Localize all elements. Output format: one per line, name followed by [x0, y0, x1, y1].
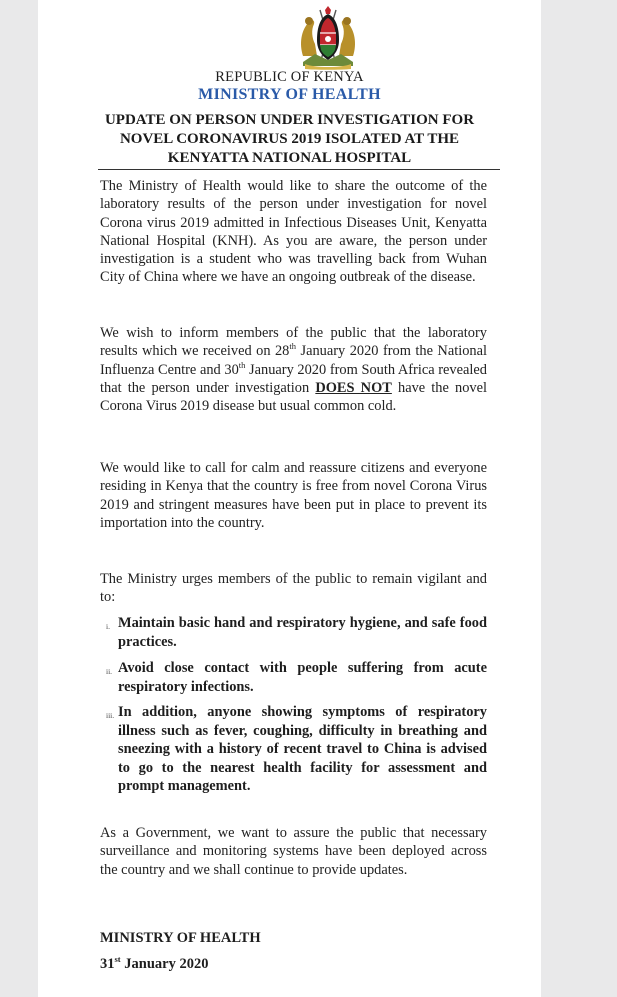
paragraph-outcome: The Ministry of Health would like to share the outcome of the laboratory results of the person under investigation for novel Corona virus 2019 admitted in Infectious Diseases Unit, Kenyatta National Hospital (KNH). As you are aware, the person under investigation is a student who was travelling back from Wuhan City of China where we have an ongoing outbreak of the disease. [100, 178, 487, 286]
list-item-text: In addition, anyone showing symptoms of respiratory illness such as fever, coughing, difficulty in breathing and sneezing with a history of recent travel to China is advised to go to the nearest health facility for assessment and prompt management. [118, 704, 487, 795]
paragraph-vigilance: The Ministry urges members of the public to remain vigilant and to: [100, 571, 487, 606]
paragraph-results-text-3: January 2020 from South Africa revealed that the person under investigation [100, 361, 487, 396]
kenya-coat-of-arms-icon [297, 4, 359, 70]
does-not-emphasis: DOES NOT [315, 379, 392, 396]
paragraph-reassurance: We would like to call for calm and reassure citizens and everyone residing in Kenya that the country is free from novel Corona Virus 2019 and stringent measures have been put in place to prevent its importation into the country. [100, 460, 487, 531]
paragraph-results-text-4: have the novel Corona Virus 2019 disease but usual common cold. [100, 379, 487, 415]
paragraph-results-text-1: We wish to inform members of the public that the laboratory results which we received on 28 [100, 325, 487, 360]
signature-date-suffix: st [114, 954, 121, 965]
signature-date-day: 31 [100, 956, 115, 972]
paragraph-results-text-2: January 2020 from the National Influenza Centre and 30 [100, 343, 487, 378]
document-title: UPDATE ON PERSON UNDER INVESTIGATION FOR NOVEL CORONAVIRUS 2019 ISOLATED AT THE KENYATTA NATIONAL HOSPITAL [104, 112, 475, 166]
title-divider [98, 169, 500, 170]
republic-heading: REPUBLIC OF KENYA [215, 69, 364, 85]
list-item [106, 659, 487, 696]
date-suffix-2: th [238, 359, 246, 370]
date-suffix-1: th [289, 341, 296, 352]
ministry-heading: MINISTRY OF HEALTH [198, 86, 381, 103]
document-page [38, 0, 541, 997]
list-item-number: i. [106, 622, 110, 631]
list-item [106, 703, 487, 796]
list-item-number: iii. [106, 711, 115, 720]
list-item-text: Maintain basic hand and respiratory hygiene, and safe food practices. [118, 615, 487, 650]
paragraph-results [100, 324, 487, 415]
paragraph-assurance: As a Government, we want to assure the public that necessary surveillance and monitoring systems have been deployed across the country and we shall continue to provide updates. [100, 825, 487, 878]
signature-name: MINISTRY OF HEALTH [100, 930, 261, 946]
list-item-text: Avoid close contact with people suffering from acute respiratory infections. [118, 660, 487, 695]
list-item-number: ii. [106, 667, 113, 676]
signature-date [100, 956, 208, 973]
list-item [106, 614, 487, 651]
signature-date-rest: January 2020 [120, 956, 209, 972]
